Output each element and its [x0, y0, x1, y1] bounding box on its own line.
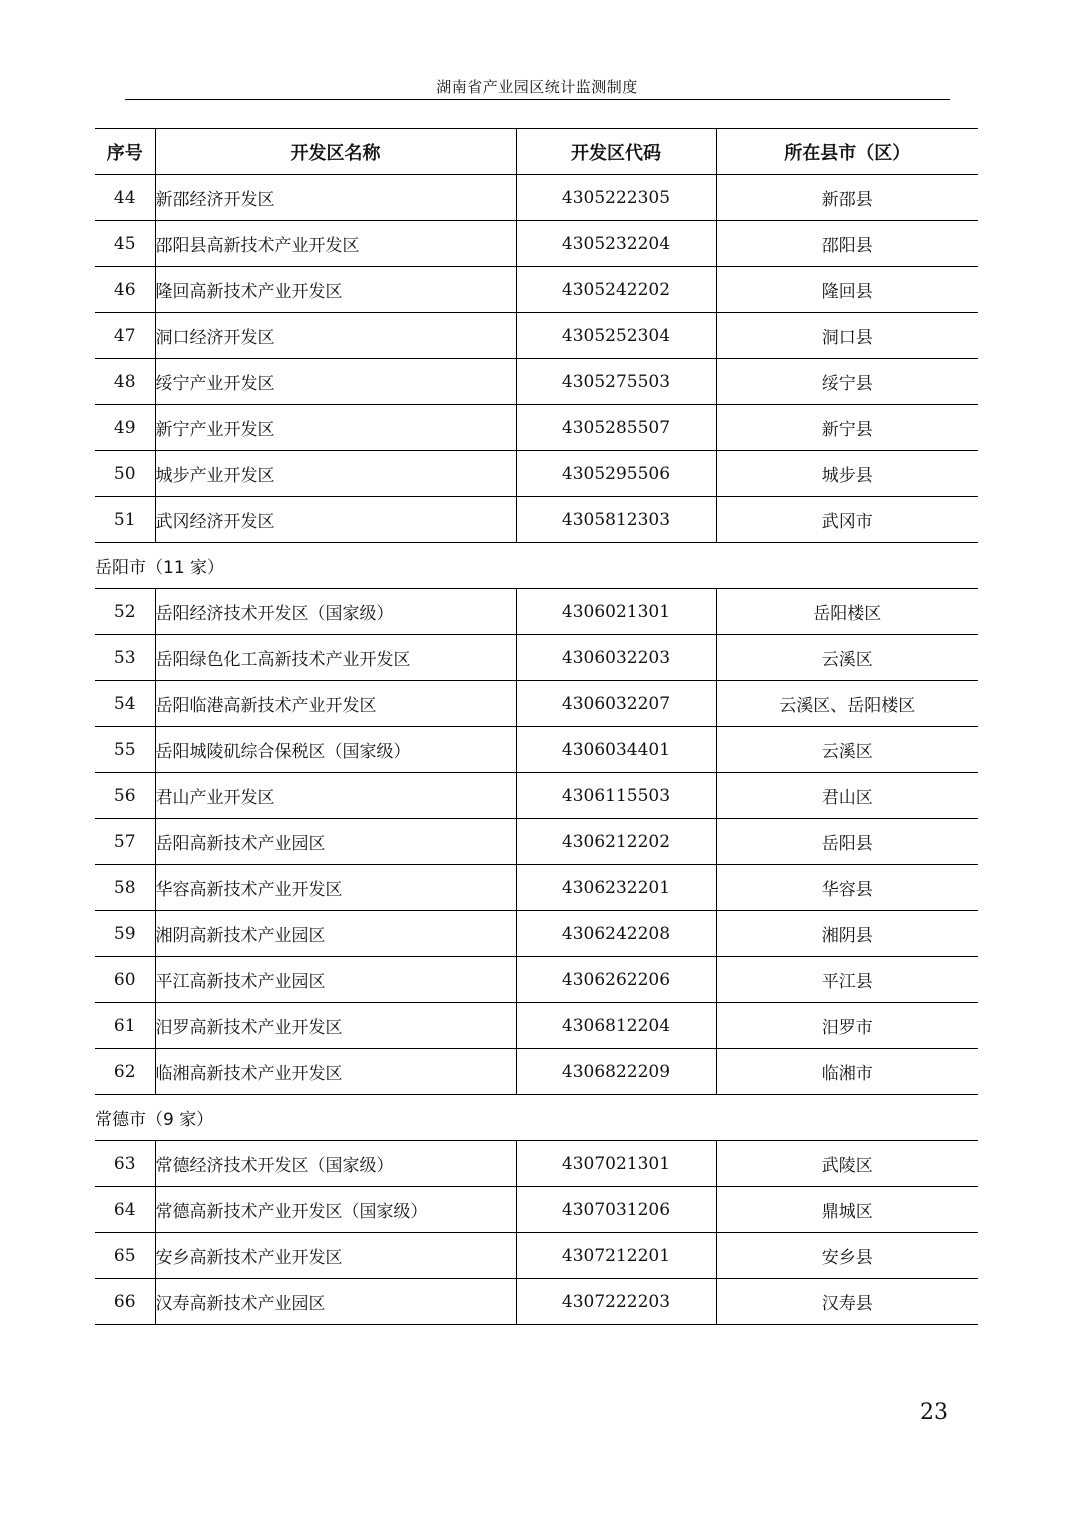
zone-name: 绥宁产业开发区 — [155, 359, 516, 405]
row-number: 57 — [95, 819, 155, 865]
row-number: 66 — [95, 1279, 155, 1325]
row-number: 49 — [95, 405, 155, 451]
zone-code: 4305812303 — [516, 497, 716, 543]
row-number: 52 — [95, 589, 155, 635]
zone-name: 隆回高新技术产业开发区 — [155, 267, 516, 313]
zone-name: 岳阳绿色化工高新技术产业开发区 — [155, 635, 516, 681]
county-name: 云溪区、岳阳楼区 — [716, 681, 978, 727]
table-row — [95, 267, 978, 313]
row-number: 55 — [95, 727, 155, 773]
county-name: 新宁县 — [716, 405, 978, 451]
zone-name: 岳阳城陵矶综合保税区（国家级） — [155, 727, 516, 773]
table-row — [95, 359, 978, 405]
county-name: 城步县 — [716, 451, 978, 497]
zone-code: 4307222203 — [516, 1279, 716, 1325]
page-number: 23 — [920, 1400, 948, 1425]
zone-code: 4305295506 — [516, 451, 716, 497]
header-rule — [125, 99, 950, 100]
county-name: 君山区 — [716, 773, 978, 819]
county-name: 华容县 — [716, 865, 978, 911]
row-number: 46 — [95, 267, 155, 313]
zone-code: 4306232201 — [516, 865, 716, 911]
table-row — [95, 175, 978, 221]
table-row — [95, 865, 978, 911]
zone-code: 4306021301 — [516, 589, 716, 635]
zone-name: 邵阳县高新技术产业开发区 — [155, 221, 516, 267]
row-number: 48 — [95, 359, 155, 405]
table-group-row — [95, 1095, 978, 1141]
row-number: 44 — [95, 175, 155, 221]
row-number: 60 — [95, 957, 155, 1003]
table-row — [95, 1187, 978, 1233]
county-name: 岳阳楼区 — [716, 589, 978, 635]
zone-name: 岳阳高新技术产业园区 — [155, 819, 516, 865]
row-number: 65 — [95, 1233, 155, 1279]
zone-name: 常德高新技术产业开发区（国家级） — [155, 1187, 516, 1233]
county-name: 湘阴县 — [716, 911, 978, 957]
county-name: 云溪区 — [716, 727, 978, 773]
county-name: 邵阳县 — [716, 221, 978, 267]
table-row — [95, 405, 978, 451]
zone-name: 洞口经济开发区 — [155, 313, 516, 359]
table-row — [95, 773, 978, 819]
group-label: 岳阳市（11 家） — [95, 543, 978, 589]
county-name: 武冈市 — [716, 497, 978, 543]
county-name: 汉寿县 — [716, 1279, 978, 1325]
zone-name: 武冈经济开发区 — [155, 497, 516, 543]
row-number: 58 — [95, 865, 155, 911]
table-row — [95, 1279, 978, 1325]
zone-name: 湘阴高新技术产业园区 — [155, 911, 516, 957]
county-name: 云溪区 — [716, 635, 978, 681]
zone-code: 4306032203 — [516, 635, 716, 681]
county-name: 鼎城区 — [716, 1187, 978, 1233]
zone-name: 华容高新技术产业开发区 — [155, 865, 516, 911]
row-number: 62 — [95, 1049, 155, 1095]
county-name: 隆回县 — [716, 267, 978, 313]
zone-code: 4306115503 — [516, 773, 716, 819]
zone-name: 安乡高新技术产业开发区 — [155, 1233, 516, 1279]
zone-name: 城步产业开发区 — [155, 451, 516, 497]
zone-code: 4307212201 — [516, 1233, 716, 1279]
table-row — [95, 589, 978, 635]
row-number: 64 — [95, 1187, 155, 1233]
zone-name: 平江高新技术产业园区 — [155, 957, 516, 1003]
zone-name: 临湘高新技术产业开发区 — [155, 1049, 516, 1095]
table-row — [95, 451, 978, 497]
table-row — [95, 1003, 978, 1049]
zone-name: 岳阳经济技术开发区（国家级） — [155, 589, 516, 635]
zone-code: 4306032207 — [516, 681, 716, 727]
table-row — [95, 911, 978, 957]
table-group-row — [95, 543, 978, 589]
zone-code: 4306242208 — [516, 911, 716, 957]
table-row — [95, 497, 978, 543]
table-row — [95, 313, 978, 359]
row-number: 45 — [95, 221, 155, 267]
group-label: 常德市（9 家） — [95, 1095, 978, 1141]
zone-code: 4306812204 — [516, 1003, 716, 1049]
development-zone-table — [95, 128, 978, 1325]
zone-code: 4305242202 — [516, 267, 716, 313]
row-number: 56 — [95, 773, 155, 819]
county-name: 汨罗市 — [716, 1003, 978, 1049]
column-header-zone-code: 开发区代码 — [516, 129, 716, 175]
table-row — [95, 1233, 978, 1279]
zone-code: 4305232204 — [516, 221, 716, 267]
zone-code: 4305285507 — [516, 405, 716, 451]
zone-name: 新邵经济开发区 — [155, 175, 516, 221]
zone-name: 汨罗高新技术产业开发区 — [155, 1003, 516, 1049]
zone-code: 4307021301 — [516, 1141, 716, 1187]
zone-name: 常德经济技术开发区（国家级） — [155, 1141, 516, 1187]
row-number: 47 — [95, 313, 155, 359]
zone-code: 4306262206 — [516, 957, 716, 1003]
county-name: 平江县 — [716, 957, 978, 1003]
running-header: 湖南省产业园区统计监测制度 — [436, 78, 638, 96]
row-number: 63 — [95, 1141, 155, 1187]
zone-code: 4306034401 — [516, 727, 716, 773]
county-name: 洞口县 — [716, 313, 978, 359]
table-row — [95, 957, 978, 1003]
table-row — [95, 681, 978, 727]
row-number: 54 — [95, 681, 155, 727]
zone-name: 汉寿高新技术产业园区 — [155, 1279, 516, 1325]
county-name: 岳阳县 — [716, 819, 978, 865]
column-header-number: 序号 — [95, 129, 155, 175]
zone-code: 4305252304 — [516, 313, 716, 359]
zone-name: 君山产业开发区 — [155, 773, 516, 819]
table-row — [95, 819, 978, 865]
table-row — [95, 727, 978, 773]
county-name: 新邵县 — [716, 175, 978, 221]
column-header-zone-name: 开发区名称 — [155, 129, 516, 175]
county-name: 武陵区 — [716, 1141, 978, 1187]
table-row — [95, 1141, 978, 1187]
zone-code: 4305222305 — [516, 175, 716, 221]
table-header-row — [95, 129, 978, 175]
table-row — [95, 221, 978, 267]
row-number: 53 — [95, 635, 155, 681]
row-number: 50 — [95, 451, 155, 497]
row-number: 61 — [95, 1003, 155, 1049]
zone-code: 4306212202 — [516, 819, 716, 865]
table-row — [95, 1049, 978, 1095]
county-name: 绥宁县 — [716, 359, 978, 405]
county-name: 安乡县 — [716, 1233, 978, 1279]
zone-code: 4305275503 — [516, 359, 716, 405]
row-number: 51 — [95, 497, 155, 543]
column-header-county: 所在县市（区） — [716, 129, 978, 175]
zone-name: 新宁产业开发区 — [155, 405, 516, 451]
county-name: 临湘市 — [716, 1049, 978, 1095]
zone-code: 4306822209 — [516, 1049, 716, 1095]
table-body — [95, 175, 978, 1325]
row-number: 59 — [95, 911, 155, 957]
zone-code: 4307031206 — [516, 1187, 716, 1233]
zone-name: 岳阳临港高新技术产业开发区 — [155, 681, 516, 727]
table-row — [95, 635, 978, 681]
